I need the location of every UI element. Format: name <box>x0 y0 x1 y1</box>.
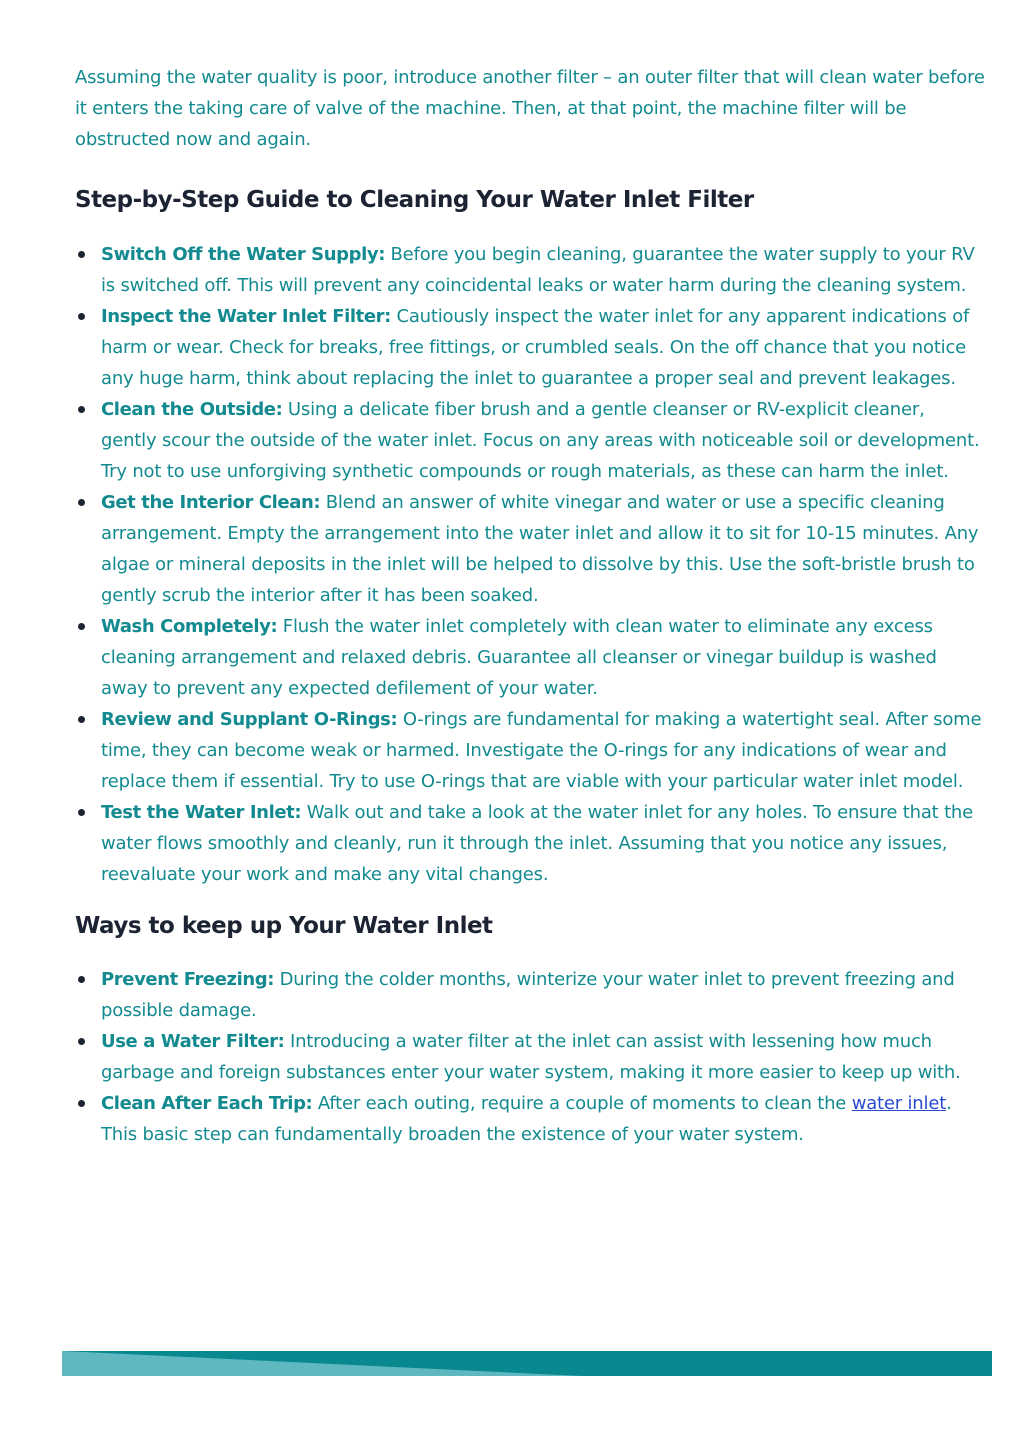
bullet-icon <box>78 499 85 506</box>
item-lead: Review and Supplant O-Rings: <box>101 709 398 730</box>
list-item <box>75 964 985 1026</box>
bullet-icon <box>78 251 85 258</box>
list-item <box>75 394 985 487</box>
bullet-icon <box>78 1100 85 1107</box>
maintenance-heading: Ways to keep up Your Water Inlet <box>75 913 493 939</box>
list-item <box>75 704 985 797</box>
bullet-icon <box>78 1038 85 1045</box>
item-text: During the colder months, winterize your water inlet to prevent freezing and possible damage. <box>101 969 955 1021</box>
item-lead: Test the Water Inlet: <box>101 802 302 823</box>
item-text: Using a delicate fiber brush and a gentle cleanser or RV-explicit cleaner, gently scour the outside of the water inlet. Focus on any areas with noticeable soil or development. Try not to use unforgiving synthetic compounds or rough materials, as these can harm the inlet. <box>101 399 980 482</box>
bullet-icon <box>78 809 85 816</box>
list-item <box>75 797 985 890</box>
footer-band <box>62 1351 992 1376</box>
list-item <box>75 1026 985 1088</box>
item-lead: Get the Interior Clean: <box>101 492 321 513</box>
item-text: Before you begin cleaning, guarantee the water supply to your RV is switched off. This will prevent any coincidental leaks or water harm during the cleaning system. <box>101 244 975 296</box>
bullet-icon <box>78 623 85 630</box>
item-lead: Use a Water Filter: <box>101 1031 285 1052</box>
list-item <box>75 301 985 394</box>
item-text: Introducing a water filter at the inlet can assist with lessening how much garbage and foreign substances enter your water system, making it more easier to keep up with. <box>101 1031 961 1083</box>
item-text: O-rings are fundamental for making a watertight seal. After some time, they can become weak or harmed. Investigate the O-rings for any indications of wear and replace them if essential. Try to use O-rings that are viable with your particular water inlet model. <box>101 709 982 792</box>
item-text: After each outing, require a couple of moments to clean the <box>312 1093 852 1114</box>
bullet-icon <box>78 976 85 983</box>
item-text: Walk out and take a look at the water inlet for any holes. To ensure that the water flows smoothly and cleanly, run it through the inlet. Assuming that you notice any issues, reevaluate your work and make any vital changes. <box>101 802 974 885</box>
item-text: Cautiously inspect the water inlet for any apparent indications of harm or wear. Check for breaks, free fittings, or crumbled seals. On the off chance that you notice any huge harm, think about replacing the inlet to guarantee a proper seal and prevent leakages. <box>101 306 970 389</box>
item-lead: Switch Off the Water Supply: <box>101 244 386 265</box>
item-lead: Clean After Each Trip: <box>101 1093 313 1114</box>
item-lead: Inspect the Water Inlet Filter: <box>101 306 391 327</box>
item-lead: Clean the Outside: <box>101 399 283 420</box>
bullet-icon <box>78 716 85 723</box>
list-item <box>75 611 985 704</box>
intro-paragraph: Assuming the water quality is poor, introduce another filter – an outer filter that will clean water before it enters the taking care of valve of the machine. Then, at that point, the machine filter will be obstructed now and again. <box>75 67 985 150</box>
cleaning-guide-heading: Step-by-Step Guide to Cleaning Your Water Inlet Filter <box>75 187 754 213</box>
maintenance-tips-list <box>75 964 985 1150</box>
cleaning-steps-list <box>75 239 985 890</box>
bullet-icon <box>78 313 85 320</box>
item-text: . This basic step can fundamentally broaden the existence of your water system. <box>101 1093 952 1145</box>
item-lead: Prevent Freezing: <box>101 969 275 990</box>
list-item <box>75 487 985 611</box>
document-page <box>75 62 985 1150</box>
item-text: Flush the water inlet completely with clean water to eliminate any excess cleaning arrangement and relaxed debris. Guarantee all cleanser or vinegar buildup is washed away to prevent any expected defilement of your water. <box>101 616 937 699</box>
list-item <box>75 1088 985 1150</box>
item-lead: Wash Completely: <box>101 616 278 637</box>
bullet-icon <box>78 406 85 413</box>
water-inlet-link[interactable]: water inlet <box>851 1093 947 1114</box>
list-item <box>75 239 985 301</box>
item-text: Blend an answer of white vinegar and water or use a specific cleaning arrangement. Empty the arrangement into the water inlet and allow it to sit for 10-15 minutes. Any algae or mineral deposits in the inlet will be helped to dissolve by this. Use the soft-bristle brush to gently scrub the interior after it has been soaked. <box>101 492 979 606</box>
